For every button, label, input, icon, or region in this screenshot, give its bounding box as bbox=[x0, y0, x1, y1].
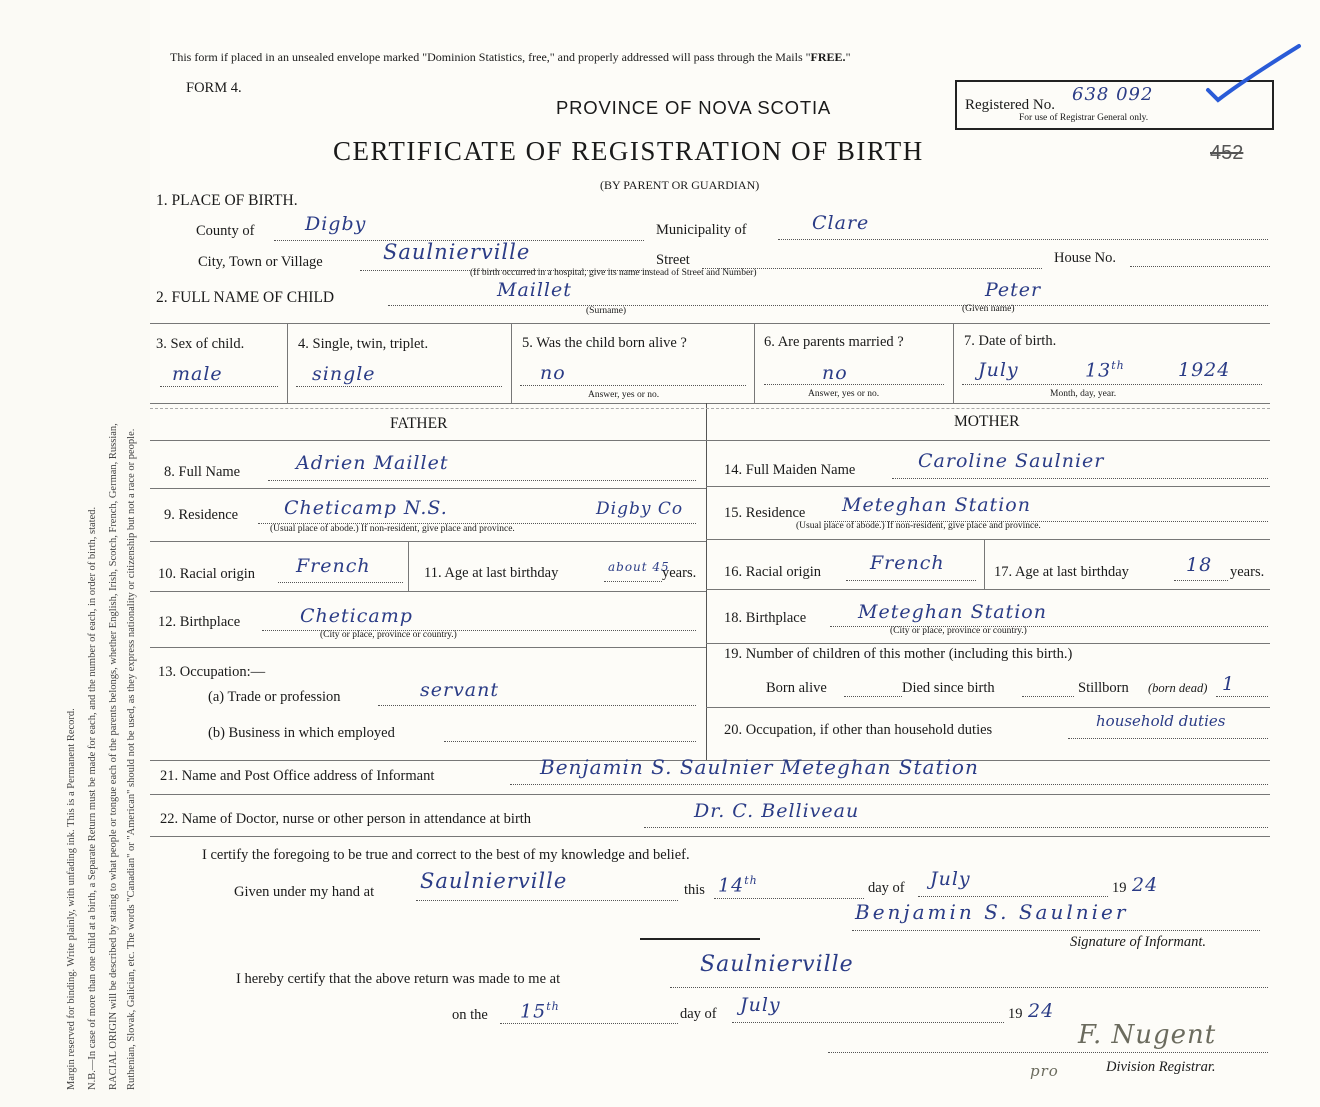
mother-name-label: 14. Full Maiden Name bbox=[724, 462, 856, 478]
municipality-value: Clare bbox=[812, 212, 870, 234]
county-label: County of bbox=[196, 223, 255, 239]
municipality-label: Municipality of bbox=[656, 222, 747, 238]
this-label: this bbox=[684, 882, 705, 898]
father-name-value: Adrien Maillet bbox=[296, 452, 449, 474]
given-day-of-label: day of bbox=[868, 880, 905, 896]
registrar-general-note: For use of Registrar General only. bbox=[1019, 113, 1149, 123]
father-residence-label: 9. Residence bbox=[164, 507, 239, 523]
stillborn-label: Stillborn bbox=[1078, 680, 1129, 696]
province-heading: PROVINCE OF NOVA SCOTIA bbox=[556, 97, 832, 118]
registrar-signature: F. Nugent bbox=[1078, 1020, 1217, 1050]
father-trade-label: (a) Trade or profession bbox=[208, 689, 341, 705]
doctor-value: Dr. C. Belliveau bbox=[694, 800, 860, 822]
mail-notice bbox=[170, 50, 850, 65]
county-value: Digby bbox=[305, 213, 367, 235]
informant-signature: Benjamin S. Saulnier bbox=[855, 900, 1129, 924]
father-age-unit: years. bbox=[662, 565, 697, 581]
mother-birthplace-caption: (City or place, province or country.) bbox=[890, 626, 1027, 636]
dob-day: 13th bbox=[1085, 359, 1125, 382]
parents-married-caption: Answer, yes or no. bbox=[808, 389, 880, 399]
margin-note-4: Ruthenian, Slovak, Galician, etc. The words "Canadian" or "American" should not be used, as they express nationality or citizenship but not a race or people. bbox=[126, 428, 137, 1090]
stillborn-note: (born dead) bbox=[1148, 681, 1208, 695]
stillborn-value: 1 bbox=[1222, 673, 1236, 695]
father-age-value: about 45 bbox=[608, 560, 670, 574]
born-alive-caption: Answer, yes or no. bbox=[588, 390, 660, 400]
mother-name-value: Caroline Saulnier bbox=[918, 450, 1105, 472]
father-residence-value: Cheticamp N.S. bbox=[284, 497, 448, 519]
mail-notice-end: " bbox=[845, 50, 851, 64]
city-label: City, Town or Village bbox=[198, 254, 323, 270]
informant-signature-caption: Signature of Informant. bbox=[1070, 934, 1207, 950]
child-given-name-value: Peter bbox=[985, 279, 1042, 301]
certification-statement: I certify the foregoing to be true and correct to the best of my knowledge and belief. bbox=[202, 847, 690, 863]
mother-age-value: 18 bbox=[1186, 554, 1213, 576]
dob-year: 1924 bbox=[1178, 359, 1231, 381]
given-year-prefix: 19 bbox=[1112, 880, 1127, 896]
plurality-value: single bbox=[312, 363, 376, 385]
born-alive-question-label: 5. Was the child born alive ? bbox=[522, 335, 687, 351]
father-racial-origin-value: French bbox=[296, 555, 371, 577]
plurality-label: 4. Single, twin, triplet. bbox=[298, 336, 429, 352]
mother-residence-caption: (Usual place of abode.) If non-resident, give place and province. bbox=[796, 521, 1041, 531]
pro-label: pro bbox=[1030, 1062, 1059, 1080]
child-surname-value: Maillet bbox=[497, 279, 572, 301]
informant-label: 21. Name and Post Office address of Informant bbox=[160, 768, 435, 784]
father-heading: FATHER bbox=[390, 415, 448, 432]
certificate-title: CERTIFICATE OF REGISTRATION OF BIRTH bbox=[333, 136, 924, 166]
father-birthplace-value: Cheticamp bbox=[300, 605, 413, 627]
children-count-label: 19. Number of children of this mother (including this birth.) bbox=[724, 646, 1073, 662]
father-birthplace-label: 12. Birthplace bbox=[158, 614, 241, 630]
doctor-label: 22. Name of Doctor, nurse or other person in attendance at birth bbox=[160, 811, 532, 827]
father-birthplace-caption: (City or place, province or country.) bbox=[320, 630, 457, 640]
registrar-day-value: 15th bbox=[520, 1000, 560, 1023]
registrar-year-prefix: 19 bbox=[1008, 1006, 1023, 1022]
registered-value: 638 092 bbox=[1072, 84, 1154, 105]
child-name-label: 2. FULL NAME OF CHILD bbox=[156, 289, 335, 306]
hospital-note: (If birth occurred in a hospital, give its name instead of Street and Number) bbox=[470, 268, 757, 278]
given-place-value: Saulnierville bbox=[420, 869, 568, 893]
father-age-label: 11. Age at last birthday bbox=[424, 565, 559, 581]
on-the-label: on the bbox=[452, 1007, 488, 1023]
mother-residence-label: 15. Residence bbox=[724, 505, 806, 521]
given-month-value: July bbox=[930, 868, 971, 890]
city-value: Saulnierville bbox=[383, 240, 531, 264]
mother-racial-origin-label: 16. Racial origin bbox=[724, 564, 822, 580]
registrar-month-value: July bbox=[740, 994, 781, 1016]
check-mark-icon bbox=[1204, 40, 1304, 110]
binding-margin bbox=[0, 0, 150, 1107]
father-name-label: 8. Full Name bbox=[164, 464, 241, 480]
father-occupation-label: 13. Occupation:— bbox=[158, 664, 266, 680]
mother-racial-origin-value: French bbox=[870, 552, 945, 574]
dob-caption: Month, day, year. bbox=[1050, 389, 1117, 399]
registrar-place-value: Saulnierville bbox=[700, 952, 854, 977]
mother-birthplace-value: Meteghan Station bbox=[858, 601, 1047, 623]
given-day-value: 14th bbox=[718, 874, 758, 897]
father-business-label: (b) Business in which employed bbox=[208, 725, 395, 741]
sex-label: 3. Sex of child. bbox=[156, 336, 245, 352]
registered-label: Registered No. bbox=[965, 97, 1055, 113]
died-since-birth-label: Died since birth bbox=[902, 680, 995, 696]
given-year-value: 24 bbox=[1132, 874, 1159, 896]
mother-age-label: 17. Age at last birthday bbox=[994, 564, 1129, 580]
father-trade-value: servant bbox=[420, 679, 500, 701]
mother-heading: MOTHER bbox=[954, 413, 1020, 430]
margin-note-1: Margin reserved for binding. Write plainly, with unfading ink. This is a Permanent Record. bbox=[66, 708, 77, 1090]
registrar-year-value: 24 bbox=[1028, 1000, 1055, 1022]
street-label: Street bbox=[656, 252, 690, 268]
mother-age-unit: years. bbox=[1230, 564, 1265, 580]
father-racial-origin-label: 10. Racial origin bbox=[158, 566, 256, 582]
stamp-number: 452 bbox=[1210, 142, 1244, 164]
mail-notice-text: This form if placed in an unsealed envelope marked "Dominion Statistics, free," and properly addressed will pass through the Mails " bbox=[170, 50, 811, 64]
mother-birthplace-label: 18. Birthplace bbox=[724, 610, 807, 626]
registrar-day-of-label: day of bbox=[680, 1006, 717, 1022]
margin-note-2: N.B.—In case of more than one child at a birth, a Separate Return must be made for each, and the number of each, in order of birth, stated. bbox=[87, 506, 98, 1090]
date-of-birth-label: 7. Date of birth. bbox=[964, 333, 1057, 349]
informant-value: Benjamin S. Saulnier Meteghan Station bbox=[540, 755, 979, 779]
born-alive-value: no bbox=[540, 362, 566, 384]
dob-month: July bbox=[978, 359, 1019, 381]
house-number-label: House No. bbox=[1054, 250, 1117, 266]
given-name-caption: (Given name) bbox=[962, 304, 1015, 314]
form-number: FORM 4. bbox=[186, 80, 242, 96]
certificate-subtitle: (BY PARENT OR GUARDIAN) bbox=[600, 178, 760, 192]
mail-notice-free: FREE. bbox=[810, 50, 846, 64]
surname-caption: (Surname) bbox=[586, 306, 627, 316]
division-registrar-caption: Division Registrar. bbox=[1106, 1059, 1216, 1075]
mother-occupation-label: 20. Occupation, if other than household duties bbox=[724, 722, 993, 738]
father-residence-county: Digby Co bbox=[596, 499, 684, 519]
given-under-label: Given under my hand at bbox=[234, 884, 375, 900]
parents-married-value: no bbox=[822, 362, 848, 384]
registrar-statement: I hereby certify that the above return was made to me at bbox=[236, 971, 561, 987]
mother-residence-value: Meteghan Station bbox=[842, 494, 1031, 516]
sex-value: male bbox=[172, 363, 223, 385]
father-residence-caption: (Usual place of abode.) If non-resident, give place and province. bbox=[270, 524, 515, 534]
born-alive-label: Born alive bbox=[766, 680, 827, 696]
mother-occupation-value: household duties bbox=[1096, 712, 1226, 730]
place-of-birth-heading: 1. PLACE OF BIRTH. bbox=[156, 192, 298, 209]
parents-married-label: 6. Are parents married ? bbox=[764, 334, 904, 350]
margin-note-3: RACIAL ORIGIN will be described by stating to what people or tongue each of the parents belongs, whether English, Irish, Scotch, French, German, Russian, bbox=[108, 423, 119, 1090]
